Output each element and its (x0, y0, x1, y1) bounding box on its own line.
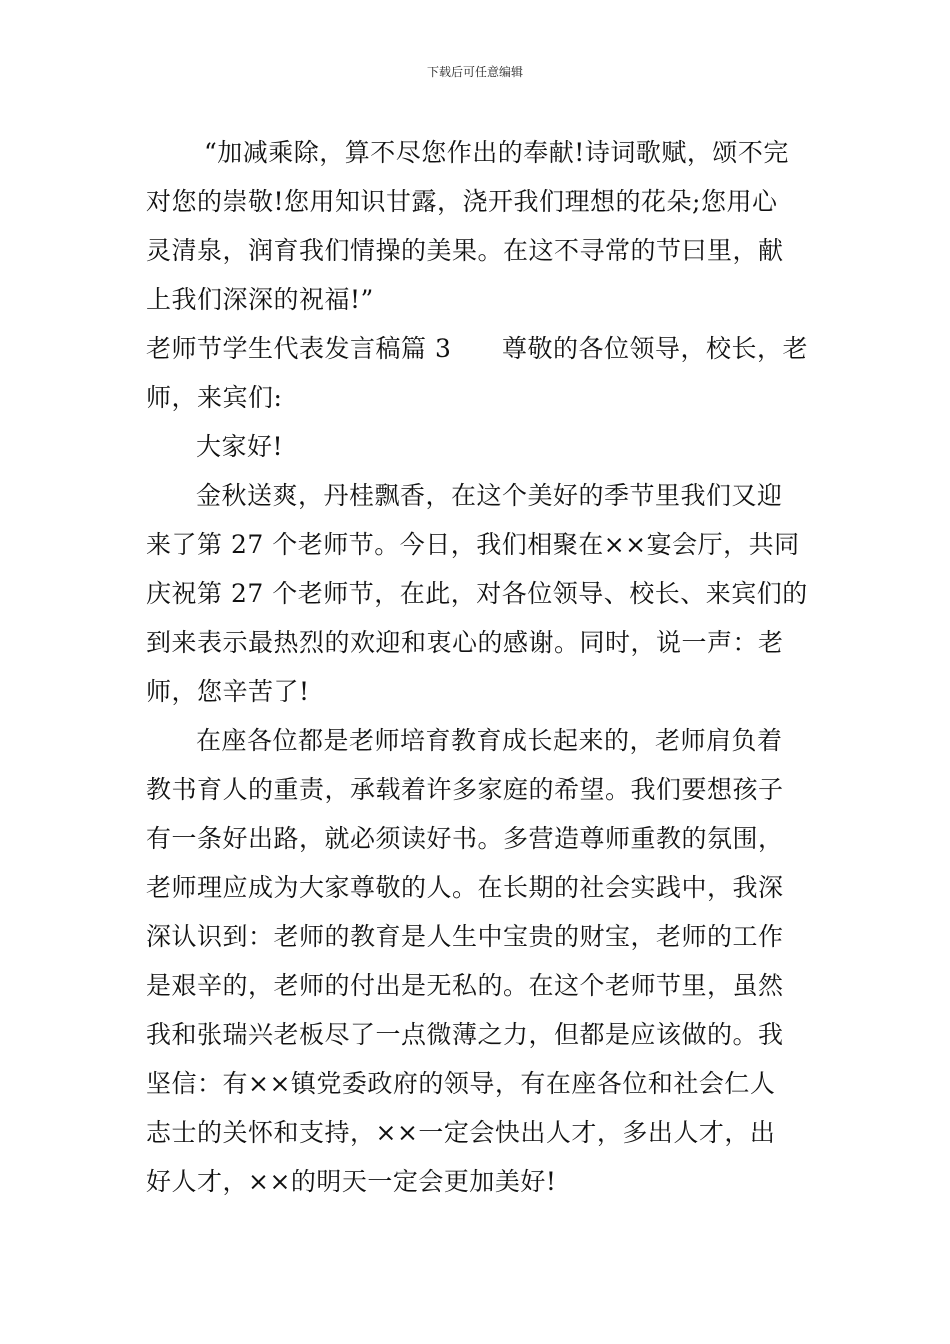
text-line: 志士的关怀和支持，××一定会快出人才，多出人才，出 (146, 1118, 776, 1147)
text-line: 对您的崇敬!您用知识甘露，浇开我们理想的花朵;您用心 (146, 187, 778, 216)
text-line: 金秋送爽，丹桂飘香，在这个美好的季节里我们又迎 (196, 481, 783, 510)
text-line: 我和张瑞兴老板尽了一点微薄之力，但都是应该做的。我 (146, 1020, 784, 1049)
section-title: 老师节学生代表发言稿篇 3 (146, 334, 452, 363)
text-line: 师，您辛苦了! (146, 677, 310, 706)
text-line: 是艰辛的，老师的付出是无私的。在这个老师节里，虽然 (146, 971, 784, 1000)
text-line: 教书育人的重责，承载着许多家庭的希望。我们要想孩子 (146, 775, 784, 804)
text-line: 坚信：有××镇党委政府的领导，有在座各位和社会仁人 (146, 1069, 776, 1098)
text-line: 好人才，××的明天一定会更加美好! (146, 1167, 557, 1196)
text-line: 深认识到：老师的教育是人生中宝贵的财宝，老师的工作 (146, 922, 784, 951)
salutation: 尊敬的各位领导，校长，老 (501, 334, 808, 363)
text-line: “加减乘除，算不尽您作出的奉献!诗词歌赋，颂不完 (204, 138, 789, 167)
text-line: 到来表示最热烈的欢迎和衷心的感谢。同时，说一声：老 (146, 628, 784, 657)
section-title-line (146, 324, 808, 373)
text-line: 有一条好出路，就必须读好书。多营造尊师重教的氛围， (146, 824, 784, 853)
text-line: 灵清泉，润育我们情操的美果。在这不寻常的节曰里，献 (146, 236, 784, 265)
greeting: 大家好! (196, 432, 284, 461)
document-body (146, 128, 808, 1206)
text-line: 在座各位都是老师培育教育成长起来的，老师肩负着 (196, 726, 783, 755)
page-header: 下载后可任意编辑 (426, 65, 523, 79)
text-line: 老师理应成为大家尊敬的人。在长期的社会实践中，我深 (146, 873, 784, 902)
text-line: 师，来宾们: (146, 383, 283, 412)
text-line: 庆祝第 27 个老师节，在此，对各位领导、校长、来宾们的 (146, 579, 808, 608)
text-line: 来了第 27 个老师节。今日，我们相聚在××宴会厅，共同 (146, 530, 800, 559)
text-line: 上我们深深的祝福!” (146, 285, 374, 314)
